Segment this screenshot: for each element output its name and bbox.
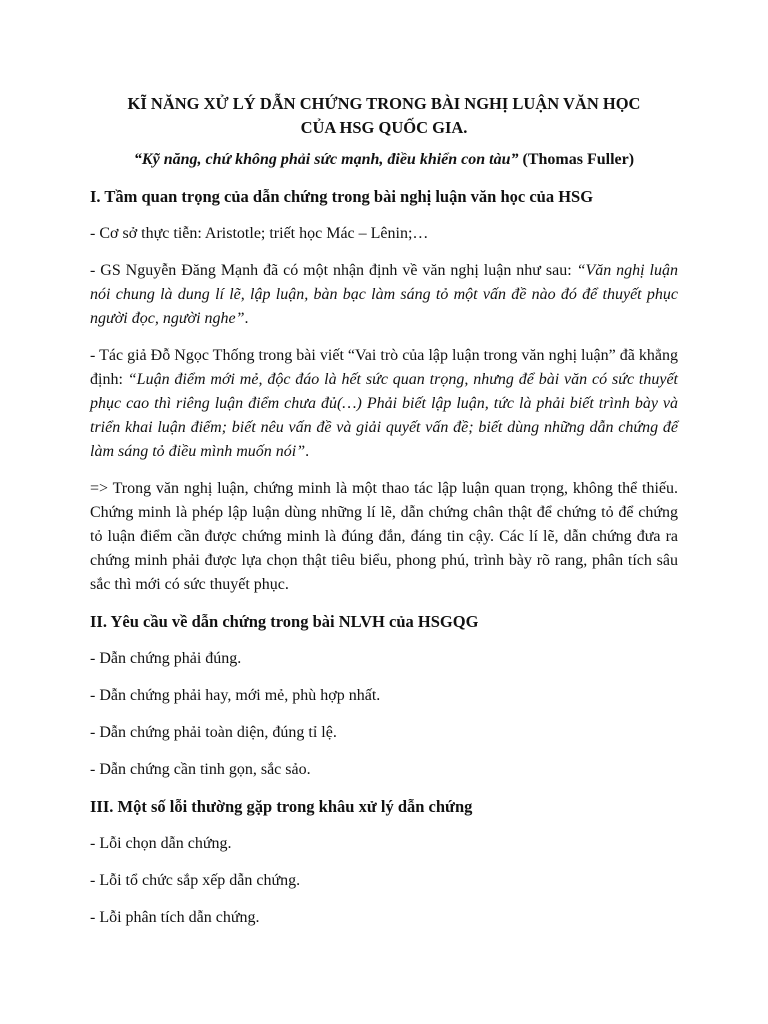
section-1-paragraph-3 bbox=[90, 344, 678, 464]
title-line-1: KĨ NĂNG XỬ LÝ DẪN CHỨNG TRONG BÀI NGHỊ LUẬN VĂN HỌC bbox=[127, 94, 641, 113]
epigraph-quote: “Kỹ năng, chứ không phải sức mạnh, điều khiển con tàu” bbox=[133, 151, 519, 168]
section-2-item: - Dẫn chứng cần tinh gọn, sắc sảo. bbox=[90, 761, 311, 778]
section-2-item: - Dẫn chứng phải hay, mới mẻ, phù hợp nhất. bbox=[90, 687, 381, 704]
section-1-paragraph-1: - Cơ sở thực tiễn: Aristotle; triết học Mác – Lênin;… bbox=[90, 225, 429, 242]
section-3-item: - Lỗi phân tích dẫn chứng. bbox=[90, 909, 260, 926]
paragraph-2-quote: “Văn nghị luận nói chung là dung lí lẽ, lập luận, bàn bạc làm sáng tỏ một vấn đề nào đó để thuyết phục người đọc, người nghe” bbox=[90, 262, 678, 327]
section-3-item: - Lỗi tổ chức sắp xếp dẫn chứng. bbox=[90, 872, 301, 889]
paragraph-3-quote: “Luận điểm mới mẻ, độc đáo là hết sức quan trọng, nhưng để bài văn có sức thuyết phục cao thì riêng luận điểm chưa đủ(…) Phải biết lập luận, tức là phải biết trình bày và triển khai luận điểm; biết nêu vấn đề và giải quyết vấn đề; biết dùng những dẫn chứng để làm sáng tỏ điều mình muốn nói” bbox=[90, 371, 679, 460]
paragraph-2-lead: - GS Nguyễn Đăng Mạnh đã có một nhận định về văn nghị luận như sau: bbox=[90, 262, 577, 279]
section-1-paragraph-2 bbox=[90, 259, 678, 331]
section-3-heading: III. Một số lỗi thường gặp trong khâu xử lý dẫn chứng bbox=[90, 797, 473, 816]
section-1-heading: I. Tầm quan trọng của dẫn chứng trong bài nghị luận văn học của HSG bbox=[90, 187, 594, 206]
document-title bbox=[90, 92, 678, 140]
paragraph-2-end: . bbox=[244, 310, 249, 327]
document-body bbox=[90, 92, 678, 943]
title-line-2: CỦA HSG QUỐC GIA. bbox=[300, 118, 468, 137]
epigraph bbox=[90, 148, 678, 172]
epigraph-author: (Thomas Fuller) bbox=[518, 151, 635, 168]
section-2-item: - Dẫn chứng phải đúng. bbox=[90, 650, 242, 667]
section-3-item: - Lỗi chọn dẫn chứng. bbox=[90, 835, 232, 852]
section-2-heading: II. Yêu cầu về dẫn chứng trong bài NLVH của HSGQG bbox=[90, 612, 479, 631]
paragraph-3-end: . bbox=[305, 443, 310, 460]
section-1-paragraph-4: => Trong văn nghị luận, chứng minh là một thao tác lập luận quan trọng, không thể thiếu. Chứng minh là phép lập luận dùng những lí lẽ, dẫn chứng chân thật để chứng tỏ để chứng tỏ luận điểm cần được chứng minh là đúng đắn, đáng tin cậy. Các lí lẽ, dẫn chứng đưa ra chứng minh phải được lựa chọn thật tiêu biểu, phong phú, trình bày rõ rang, phân tích sâu sắc thì mới có sức thuyết phục. bbox=[90, 480, 678, 593]
paragraph-3-lead: - Tác giả Đỗ Ngọc Thống trong bài viết “Vai trò của lập luận trong văn nghị luận” đã khẳng định: bbox=[90, 347, 678, 388]
section-2-item: - Dẫn chứng phải toàn diện, đúng tỉ lệ. bbox=[90, 724, 337, 741]
